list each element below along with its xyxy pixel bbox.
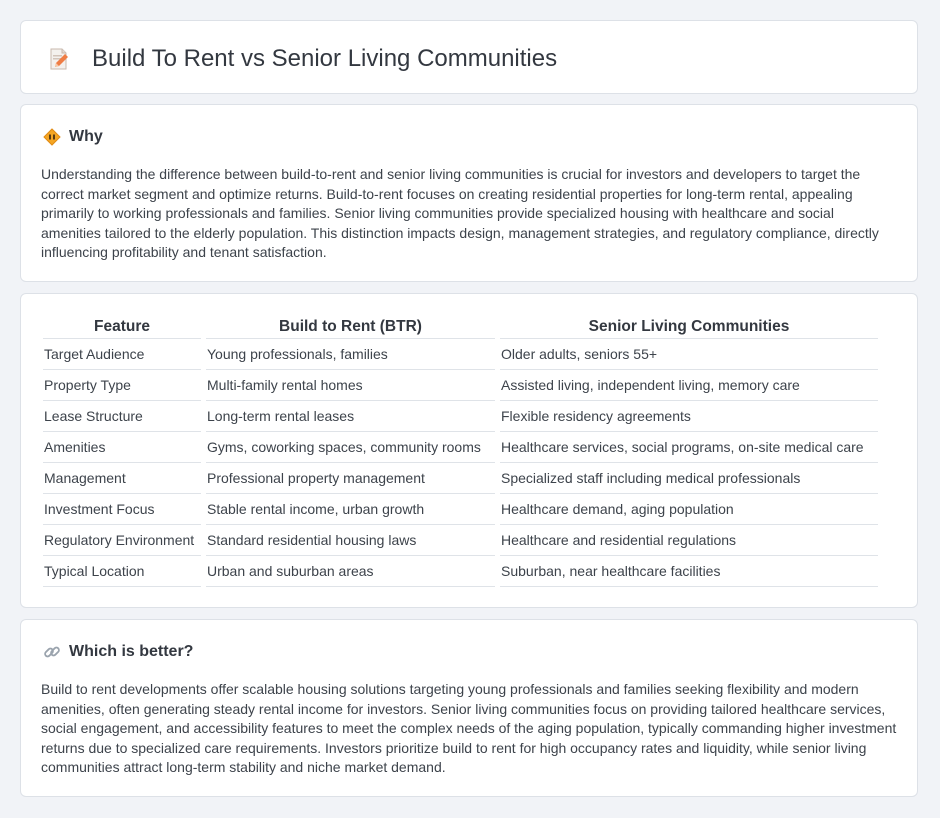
better-title: Which is better? [69,643,194,660]
senior-cell: Specialized staff including medical professionals [500,463,878,494]
feature-cell: Property Type [43,370,201,401]
btr-cell: Stable rental income, urban growth [206,494,495,525]
btr-cell: Gyms, coworking spaces, community rooms [206,432,495,463]
senior-cell: Older adults, seniors 55+ [500,339,878,370]
why-heading [43,126,103,148]
table-row [43,494,878,525]
feature-cell: Typical Location [43,556,201,587]
better-heading [43,641,193,663]
table-row [43,525,878,556]
page-title: Build To Rent vs Senior Living Communities [92,45,558,72]
senior-cell: Assisted living, independent living, memory care [500,370,878,401]
document-pencil-icon [47,47,71,71]
btr-cell: Urban and suburban areas [206,556,495,587]
btr-cell: Professional property management [206,463,495,494]
feature-cell: Lease Structure [43,401,201,432]
senior-cell: Flexible residency agreements [500,401,878,432]
why-title: Why [69,128,103,145]
better-text: Build to rent developments offer scalable housing solutions targeting young professionals and families seeking flexibility and modern amenities, often generating steady rental income for investors. Senior living communities focus on providing tailored healthcare services, social engagement, and accessibility features to meet the complex needs of the aging population, typically commanding higher investment returns due to specialized care requirements. Investors prioritize build to rent for high occupancy rates and liquidity, while senior living communities attract long-term stability and niche market demand. [41,681,897,775]
senior-cell: Healthcare services, social programs, on-site medical care [500,432,878,463]
why-section [20,104,918,282]
feature-cell: Target Audience [43,339,201,370]
btr-cell: Long-term rental leases [206,401,495,432]
feature-cell: Investment Focus [43,494,201,525]
table-row [43,432,878,463]
diamond-sign-icon [43,128,61,146]
table-header-row [43,316,878,339]
column-header-build-to-rent: Build to Rent (BTR) [206,316,495,339]
comparison-table [38,316,883,587]
column-header-feature: Feature [43,316,201,339]
btr-cell: Multi-family rental homes [206,370,495,401]
which-is-better-section [20,619,918,797]
table-row [43,370,878,401]
link-icon [43,643,61,661]
feature-cell: Regulatory Environment [43,525,201,556]
btr-cell: Young professionals, families [206,339,495,370]
table-row [43,556,878,587]
table-row [43,339,878,370]
senior-cell: Healthcare and residential regulations [500,525,878,556]
column-header-senior-living: Senior Living Communities [500,316,878,339]
why-text: Understanding the difference between build-to-rent and senior living communities is crucial for investors and developers to target the correct market segment and optimize returns. Build-to-rent focuses on creating residential properties for long-term rental, appealing primarily to working professionals and families. Senior living communities provide specialized housing with healthcare and social amenities tailored to the elderly population. This distinction impacts design, management strategies, and regulatory compliance, directly influencing profitability and tenant satisfaction. [41,166,879,260]
title-card [20,20,918,94]
comparison-section [20,293,918,608]
senior-cell: Healthcare demand, aging population [500,494,878,525]
btr-cell: Standard residential housing laws [206,525,495,556]
table-row [43,401,878,432]
table-row [43,463,878,494]
feature-cell: Amenities [43,432,201,463]
senior-cell: Suburban, near healthcare facilities [500,556,878,587]
feature-cell: Management [43,463,201,494]
